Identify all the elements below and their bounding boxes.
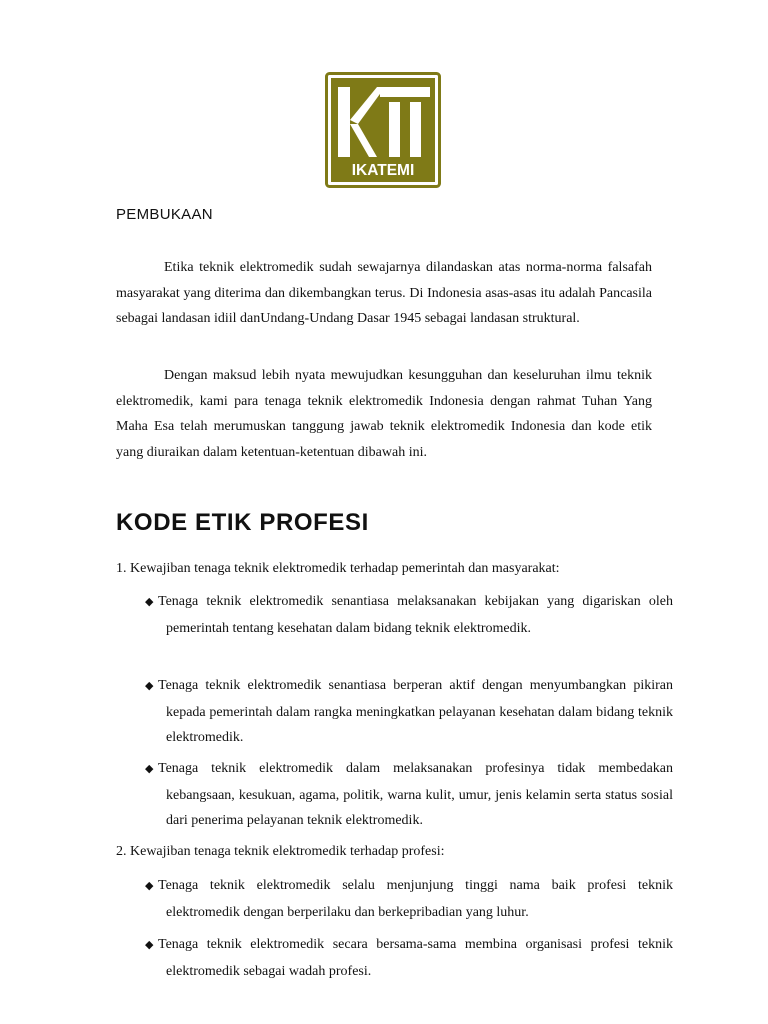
list-item xyxy=(145,673,673,751)
diamond-bullet-icon: ◆ xyxy=(145,680,154,692)
list-item-text: Tenaga teknik elektromedik selalu menjunjung tinggi nama baik profesi teknik elektromedik dengan berperilaku dan berkepribadian yang luhur. xyxy=(158,878,673,920)
page-title: KODE ETIK PROFESI xyxy=(116,509,369,536)
ikatemi-logo xyxy=(325,72,441,188)
paragraph-intro: Etika teknik elektromedik sudah sewajarnya dilandaskan atas norma-norma falsafah masyarakat yang diterima dan dikembangkan terus. Di Indonesia asas-asas itu adalah Pancasila sebagai landasan idiil danUndang-Undang Dasar 1945 sebagai landasan struktural. xyxy=(116,260,652,326)
diamond-bullet-icon: ◆ xyxy=(145,880,154,892)
section-2-heading: 2. Kewajiban tenaga teknik elektromedik terhadap profesi: xyxy=(116,844,445,859)
list-item-text: Tenaga teknik elektromedik dalam melaksanakan profesinya tidak membedakan kebangsaan, kesukuan, agama, politik, warna kulit, umur, jenis kelamin serta status sosial dari penerima pelayanan teknik elektromedik. xyxy=(158,761,673,828)
list-item xyxy=(145,589,673,641)
paragraph-purpose: Dengan maksud lebih nyata mewujudkan kesungguhan dan keseluruhan ilmu teknik elektromedik, kami para tenaga teknik elektromedik Indonesia dengan rahmat Tuhan Yang Maha Esa telah merumuskan tanggung jawab teknik elektromedik Indonesia dan kode etik yang diuraikan dalam ketentuan-ketentuan dibawah ini. xyxy=(116,368,652,460)
section-heading-pembukaan: PEMBUKAAN xyxy=(116,206,213,223)
list-item xyxy=(145,873,673,925)
logo-text: IKATEMI xyxy=(351,162,415,179)
list-item xyxy=(145,756,673,834)
diamond-bullet-icon: ◆ xyxy=(145,596,154,608)
list-item-text: Tenaga teknik elektromedik senantiasa berperan aktif dengan menyumbangkan pikiran kepada pemerintah dalam rangka meningkatkan pelayanan kesehatan dalam bidang teknik elektromedik. xyxy=(158,678,673,745)
list-item xyxy=(145,932,673,984)
diamond-bullet-icon: ◆ xyxy=(145,939,154,951)
ikatemi-logo-graphic xyxy=(325,72,441,188)
section-1-heading: 1. Kewajiban tenaga teknik elektromedik terhadap pemerintah dan masyarakat: xyxy=(116,561,560,576)
diamond-bullet-icon: ◆ xyxy=(145,763,154,775)
list-item-text: Tenaga teknik elektromedik senantiasa melaksanakan kebijakan yang digariskan oleh pemerintah tentang kesehatan dalam bidang teknik elektromedik. xyxy=(158,594,673,636)
list-item-text: Tenaga teknik elektromedik secara bersama-sama membina organisasi profesi teknik elektromedik sebagai wadah profesi. xyxy=(158,937,673,979)
